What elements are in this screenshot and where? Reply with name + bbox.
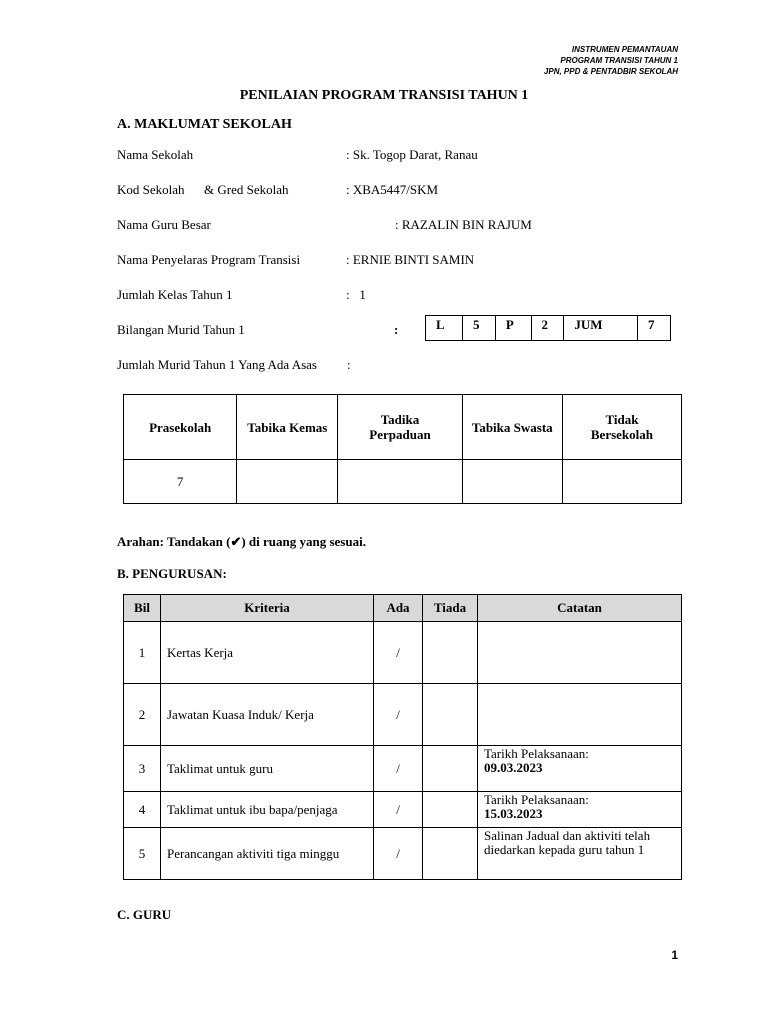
table-header: Tadika Perpaduan — [338, 395, 462, 460]
kriteria-cell: Jawatan Kuasa Induk/ Kerja — [161, 684, 374, 746]
table-row — [124, 828, 682, 880]
table-cell — [237, 460, 338, 504]
table-cell: 7 — [124, 460, 237, 504]
table-header: Kriteria — [161, 595, 374, 622]
info-value: : ERNIE BINTI SAMIN — [346, 252, 475, 267]
info-label: Nama Penyelaras Program Transisi — [117, 252, 301, 267]
info-label: Jumlah Murid Tahun 1 Yang Ada Asas — [117, 357, 317, 372]
count-cell: 5 — [462, 316, 495, 341]
ada-cell: / — [374, 828, 423, 880]
bil-cell: 3 — [124, 746, 161, 792]
kriteria-table — [123, 594, 682, 880]
ada-cell: / — [374, 684, 423, 746]
table-header: Ada — [374, 595, 423, 622]
prasekolah-table — [123, 394, 682, 504]
ada-cell: / — [374, 622, 423, 684]
document-header — [544, 44, 678, 77]
catatan-text: Salinan Jadual dan aktiviti telah diedarkan kepada guru tahun 1 — [484, 828, 651, 857]
catatan-text: Tarikh Pelaksanaan: — [484, 792, 589, 807]
section-a-heading: A. MAKLUMAT SEKOLAH — [117, 117, 292, 132]
table-row — [124, 460, 682, 504]
table-cell — [562, 460, 681, 504]
table-row — [124, 792, 682, 828]
catatan-date: 15.03.2023 — [484, 806, 543, 821]
table-header-row — [124, 595, 682, 622]
count-cell: L — [426, 316, 463, 341]
table-header: Bil — [124, 595, 161, 622]
table-row — [124, 684, 682, 746]
table-header: Tabika Kemas — [237, 395, 338, 460]
header-line-3: JPN, PPD & PENTADBIR SEKOLAH — [543, 67, 678, 76]
info-value: : Sk. Togop Darat, Ranau — [346, 147, 478, 162]
info-label: Kod Sekolah & Gred Sekolah — [117, 182, 289, 197]
tiada-cell — [423, 792, 478, 828]
table-cell — [462, 460, 562, 504]
catatan-cell — [478, 828, 682, 880]
page-title: PENILAIAN PROGRAM TRANSISI TAHUN 1 — [239, 88, 529, 103]
table-header: Tiada — [423, 595, 478, 622]
info-label: Nama Sekolah — [117, 147, 194, 162]
table-cell — [338, 460, 462, 504]
count-cell: P — [495, 316, 531, 341]
bil-cell: 1 — [124, 622, 161, 684]
catatan-date: 09.03.2023 — [484, 760, 543, 775]
tiada-cell — [423, 684, 478, 746]
info-label: Jumlah Kelas Tahun 1 — [117, 287, 233, 302]
instruction-text: Arahan: Tandakan (✔) di ruang yang sesuai. — [117, 534, 366, 549]
count-cell: 7 — [638, 316, 671, 341]
info-label: Bilangan Murid Tahun 1 — [117, 322, 245, 337]
table-header: Catatan — [478, 595, 682, 622]
kriteria-cell: Perancangan aktiviti tiga minggu — [161, 828, 374, 880]
page-number: 1 — [671, 948, 678, 962]
tiada-cell — [423, 746, 478, 792]
info-value: : RAZALIN BIN RAJUM — [395, 217, 532, 232]
header-line-1: INSTRUMEN PEMANTAUAN — [571, 45, 678, 54]
table-row — [124, 746, 682, 792]
catatan-cell — [478, 622, 682, 684]
header-line-2: PROGRAM TRANSISI TAHUN 1 — [560, 56, 678, 65]
info-value: : — [347, 357, 351, 372]
bil-cell: 5 — [124, 828, 161, 880]
catatan-cell — [478, 792, 682, 828]
kriteria-cell: Taklimat untuk ibu bapa/penjaga — [161, 792, 374, 828]
info-value: : — [394, 322, 399, 337]
tiada-cell — [423, 622, 478, 684]
murid-count-table — [425, 315, 671, 341]
table-row — [124, 622, 682, 684]
kriteria-cell: Kertas Kerja — [161, 622, 374, 684]
table-header: Tabika Swasta — [462, 395, 562, 460]
section-b-heading: B. PENGURUSAN: — [117, 566, 227, 581]
kriteria-cell: Taklimat untuk guru — [161, 746, 374, 792]
info-value: : XBA5447/SKM — [346, 182, 439, 197]
bil-cell: 4 — [124, 792, 161, 828]
info-label: Nama Guru Besar — [117, 217, 211, 232]
tiada-cell — [423, 828, 478, 880]
catatan-cell — [478, 746, 682, 792]
count-cell: JUM — [564, 316, 638, 341]
section-c-heading: C. GURU — [117, 907, 172, 922]
table-header-row — [124, 395, 682, 460]
catatan-cell — [478, 684, 682, 746]
ada-cell: / — [374, 792, 423, 828]
bil-cell: 2 — [124, 684, 161, 746]
catatan-text: Tarikh Pelaksanaan: — [484, 746, 589, 761]
info-value: : 1 — [346, 287, 366, 302]
table-header: Prasekolah — [124, 395, 237, 460]
ada-cell: / — [374, 746, 423, 792]
table-header: Tidak Bersekolah — [562, 395, 681, 460]
count-cell: 2 — [531, 316, 564, 341]
